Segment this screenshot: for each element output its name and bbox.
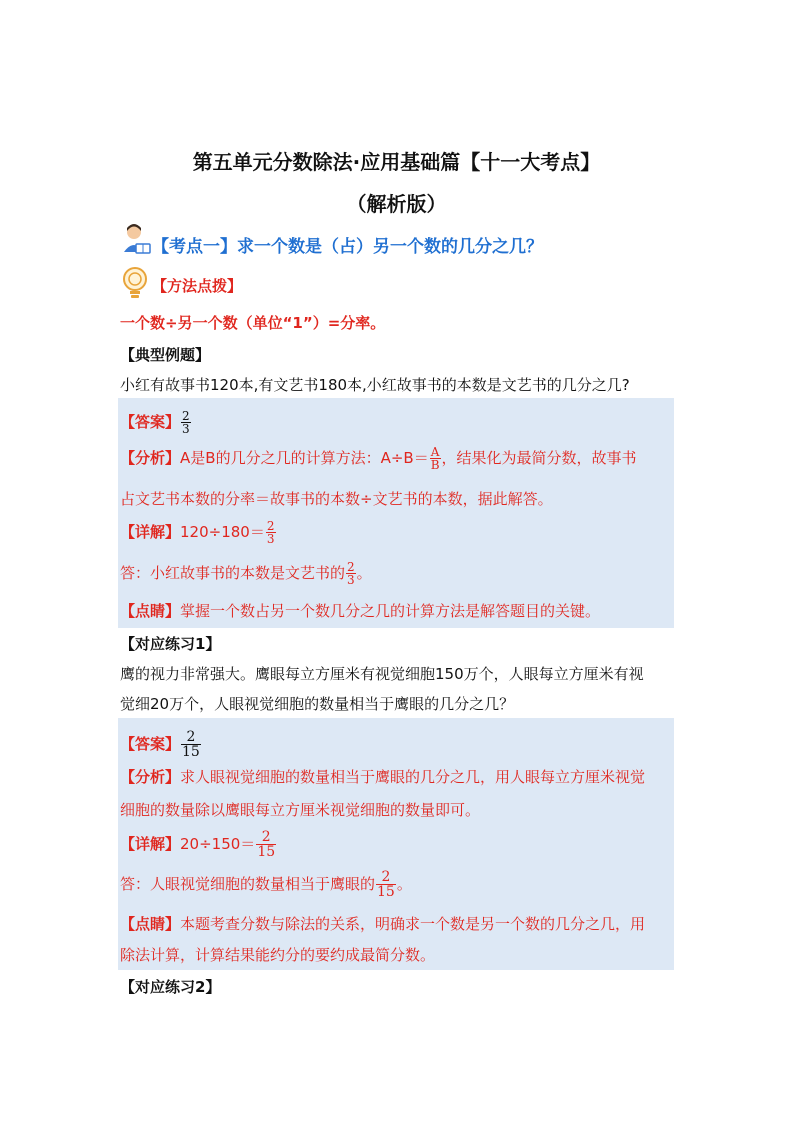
reply-fraction: $\frac{2}{3}$ xyxy=(347,560,355,587)
practice1-reply: 答：人眼视觉细胞的数量相当于鹰眼的 $\frac{2}{15}$ 。 xyxy=(120,869,412,900)
practice1-answer xyxy=(120,730,202,759)
practice1-comment-line2: 除法计算，计算结果能约分的要约成最简分数。 xyxy=(120,946,436,964)
example-answer xyxy=(120,410,192,435)
practice1-question-line1: 鹰的视力非常强大。鹰眼每立方厘米有视觉细胞150万个，人眼每立方厘米有视 xyxy=(120,665,644,683)
detail-fraction: $\frac{2}{3}$ xyxy=(266,519,275,546)
page-title: 第五单元分数除法·应用基础篇【十一大考点】 xyxy=(192,150,601,174)
example-solution-panel xyxy=(118,398,674,628)
analysis-label: 【分析】 xyxy=(120,768,181,786)
detail-fraction: $\frac{2}{15}$ xyxy=(257,829,276,860)
detail-label: 【详解】 xyxy=(120,523,181,541)
page-subtitle: （解析版） xyxy=(346,192,447,216)
example-analysis-line2: 占文艺书本数的分率＝故事书的本数÷文艺书的本数，据此解答。 xyxy=(120,490,553,508)
example-analysis: 【分析】A是B的几分之几的计算方法：A÷B＝ $\frac{A}{B}$ ，结果化为最简分数，故事书 xyxy=(120,445,637,472)
lightbulb-icon xyxy=(120,266,150,300)
detail-label: 【详解】 xyxy=(120,835,181,853)
answer-fraction: $\frac{2}{3}$ xyxy=(182,409,190,436)
answer-label: 【答案】 xyxy=(120,735,181,753)
example-question: 小红有故事书120本,有文艺书180本,小红故事书的本数是文艺书的几分之几? xyxy=(120,376,630,394)
comment-label: 【点睛】 xyxy=(120,915,181,933)
analysis-label: 【分析】 xyxy=(120,449,181,467)
practice1-analysis-line2: 细胞的数量除以鹰眼每立方厘米视觉细胞的数量即可。 xyxy=(120,801,481,819)
answer-fraction: $\frac{2}{15}$ xyxy=(182,729,200,760)
answer-label: 【答案】 xyxy=(120,413,181,431)
example-comment: 【点睛】掌握一个数占另一个数几分之几的计算方法是解答题目的关键。 xyxy=(120,602,601,620)
reply-fraction: $\frac{2}{15}$ xyxy=(377,869,395,900)
practice2-label: 【对应练习2】 xyxy=(120,978,221,996)
practice1-analysis-line1: 【分析】求人眼视觉细胞的数量相当于鹰眼的几分之几，用人眼每立方厘米视觉 xyxy=(120,768,646,786)
practice1-comment-line1: 【点睛】本题考查分数与除法的关系，明确求一个数是另一个数的几分之几，用 xyxy=(120,915,646,933)
student-reading-icon xyxy=(118,222,154,258)
comment-label: 【点睛】 xyxy=(120,602,181,620)
practice1-label: 【对应练习1】 xyxy=(120,635,221,653)
example-detail: 【详解】120÷180＝ $\frac{2}{3}$ xyxy=(120,519,275,546)
example-label: 【典型例题】 xyxy=(120,346,211,364)
method-label: 【方法点拨】 xyxy=(152,277,243,295)
practice1-detail: 【详解】20÷150＝ $\frac{2}{15}$ xyxy=(120,829,276,860)
analysis-fraction: $\frac{A}{B}$ xyxy=(430,445,440,472)
example-reply: 答：小红故事书的本数是文艺书的 $\frac{2}{3}$ 。 xyxy=(120,560,372,587)
section-title: 【考点一】求一个数是（占）另一个数的几分之几？ xyxy=(152,237,543,257)
method-text: 一个数÷另一个数（单位“1”）=分率。 xyxy=(120,314,386,332)
practice1-question-line2: 觉细20万个，人眼视觉细胞的数量相当于鹰眼的几分之几？ xyxy=(120,695,515,713)
